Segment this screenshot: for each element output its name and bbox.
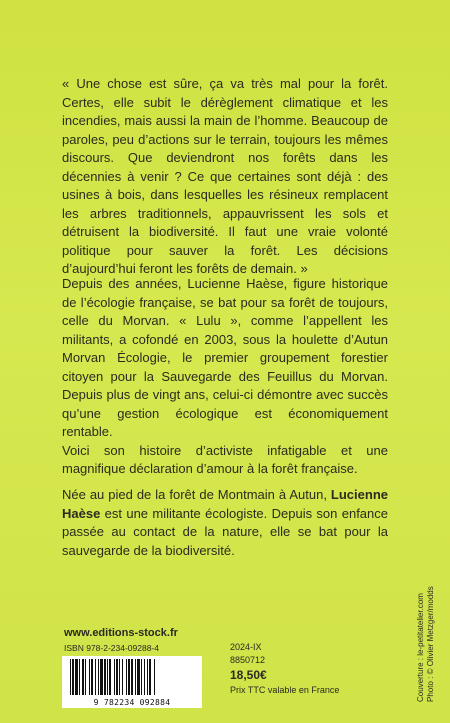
cover-credits (416, 586, 436, 702)
barcode (62, 656, 202, 708)
bio-before: Née au pied de la forêt de Montmain à Autun, (62, 487, 331, 502)
bio-after: est une militante écologiste. Depuis son enfance passée au contact de la nature, elle se bat pour la sauvegarde de la biodiversité. (62, 505, 388, 558)
credit-cover: Couverture : le-petitatelier.com (416, 593, 425, 702)
quote-text: « Une chose est sûre, ça va très mal pour la forêt. Certes, elle subit le dérèglement climatique et les incendies, mais aussi la main de l’homme. Beaucoup de paroles, peu d’actions sur le terrain, toujours les mêmes discours. Que deviendront nos forêts dans les décennies à venir ? Ce que certaines sont déjà : des usines à bois, dans lesquelles les résineux remplacent les arbres traditionnels, appauvrissent les sols et détruisent la biodiversité. Il faut une vraie volonté politique pour sauver la forêt. Les décisions d’aujourd’hui feront les forêts de demain. » (62, 76, 388, 276)
author-bio (62, 486, 388, 560)
book-description (62, 275, 388, 479)
author-name: Lucienne Haèse (62, 487, 388, 521)
publisher-url: www.editions-stock.fr (64, 627, 178, 639)
barcode-bars (62, 656, 202, 698)
internal-code: 8850712 (230, 655, 266, 665)
price: 18,50€ (230, 668, 267, 682)
description-paragraph-2: Voici son histoire d’activiste infatigable et une magnifique déclaration d’amour à la forêt française. (62, 442, 388, 476)
blurb-quote (62, 75, 388, 279)
author-bio-text (62, 486, 388, 560)
print-code: 2024-IX (230, 642, 262, 652)
price-note: Prix TTC valable en France (230, 685, 340, 695)
isbn: ISBN 978-2-234-09288-4 (64, 643, 159, 653)
barcode-number: 9 782234 092884 (93, 698, 171, 707)
description-paragraph-1: Depuis des années, Lucienne Haèse, figure historique de l’écologie française, se bat pour sa forêt de toujours, celle du Morvan. « Lulu », comme l’appellent les militants, a cofondé en 2003, sous la houlette d’Autun Morvan Écologie, le premier groupement forestier citoyen pour la Sauvegarde des Feuillus du Morvan. Depuis plus de vingt ans, celui-ci démontre avec succès qu’une gestion écologique est économiquement rentable. (62, 276, 388, 439)
credit-photo: Photo : © Olivier Metzger/modds (426, 586, 435, 702)
